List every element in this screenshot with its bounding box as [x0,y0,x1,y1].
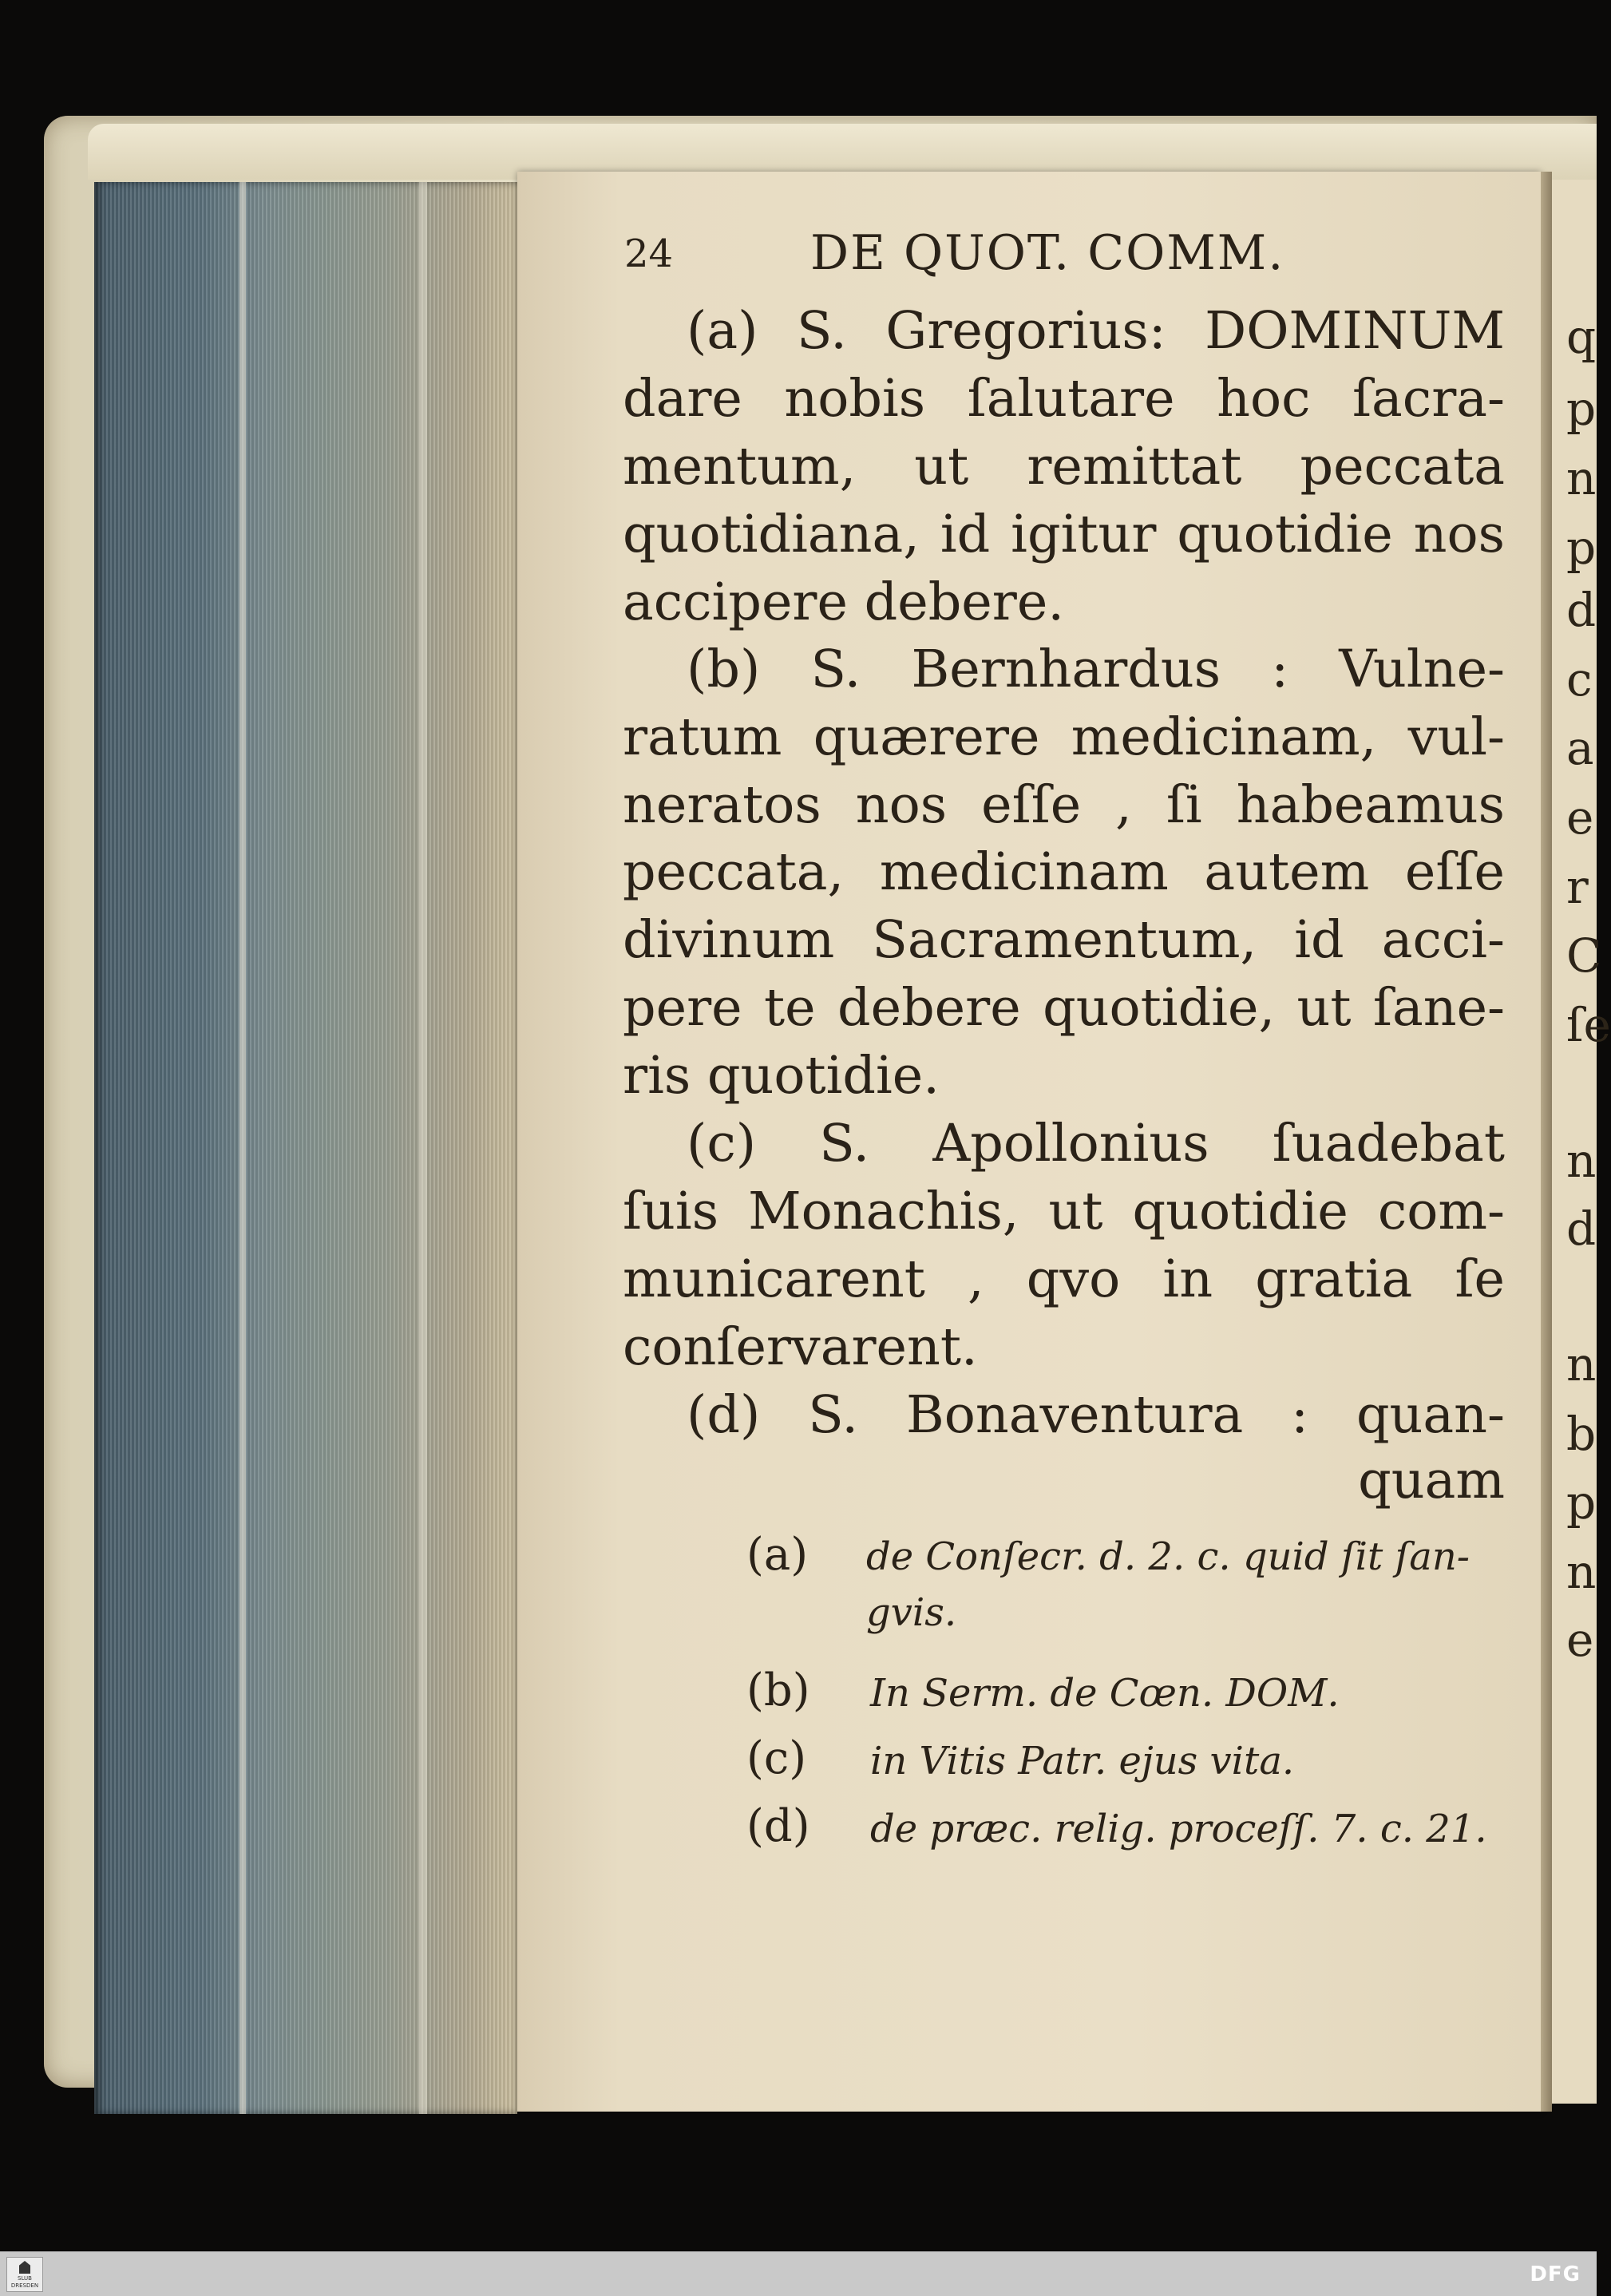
body-line: ſuis Monachis, ut quotidie com- [623,1182,1505,1241]
body-line: conſervarent. [623,1317,978,1377]
facing-letter: n [1566,451,1597,505]
body-line: ratum quærere medicinam, vul- [623,707,1505,767]
facing-letter: n [1566,1337,1597,1391]
facing-letter: e [1566,790,1594,845]
facing-letter: p [1566,521,1597,575]
book-gutter [1541,172,1552,2112]
facing-letter: d [1566,1201,1597,1256]
facing-page-strip [1552,180,1611,2104]
body-line: divinum Sacramentum, id acci- [623,910,1505,970]
footnote-tag: (c) [746,1732,807,1784]
body-line: ris quotidie. [623,1046,940,1106]
facing-letter: C [1566,928,1602,983]
footnote-text: In Serm. de Cœn. DOM. [870,1671,1340,1716]
footnote-tag: (b) [746,1665,810,1716]
body-line: (d) S. Bonaventura : quan- [687,1385,1505,1445]
body-line: quotidiana, id igitur quotidie nos [623,505,1505,564]
body-line: (c) S. Apollonius ſuadebat [687,1114,1505,1174]
body-line: neratos nos eſſe , ſi habeamus [623,775,1505,835]
running-head: DE QUOT. COMM. [810,225,1285,281]
library-logo[interactable] [6,2257,43,2292]
footnote-tag: (d) [746,1800,810,1852]
body-line: municarent , qvo in gratia ſe [623,1249,1505,1309]
facing-letter: a [1566,721,1594,775]
library-logo-text: SLUB DRESDEN [10,2275,39,2289]
viewer-footer-bar [0,2251,1597,2296]
edge-gap [239,182,246,2114]
facing-letter: ſe [1566,998,1611,1052]
body-line: dare nobis ſalutare hoc ſacra- [623,369,1505,429]
facing-letter: p [1566,1475,1597,1530]
body-line: (a) S. Gregorius: DOMINUM [687,301,1505,361]
facing-letter: p [1566,382,1597,436]
body-line: peccata, medicinam autem eſſe [623,842,1505,902]
footnote-tag: (a) [746,1529,809,1581]
facing-letter: n [1566,1545,1597,1599]
footnote-text: in Vitis Patr. ejus vita. [870,1739,1295,1783]
edge-gap [419,182,427,2114]
facing-letter: c [1566,652,1593,707]
page-number: 24 [624,232,674,276]
footnote-text: de Conſecr. d. 2. c. quid ſit ſan- [866,1534,1470,1579]
facing-letter: d [1566,583,1597,637]
page-fore-edge [94,182,517,2114]
body-line: mentum, ut remittat peccata [623,437,1505,497]
catchword: quam [1358,1451,1505,1510]
facing-letter: q [1566,310,1597,364]
facing-letter: r [1566,860,1589,914]
footnote-text: de præc. relig. proceſſ. 7. c. 21. [870,1807,1487,1851]
footnote-text: gvis. [866,1590,957,1635]
facing-letter: b [1566,1407,1597,1461]
body-line: (b) S. Bernhardus : Vulne- [687,639,1505,699]
body-line: accipere debere. [623,572,1064,632]
library-logo-icon [19,2261,30,2274]
facing-letter: n [1566,1134,1597,1188]
body-line: pere te debere quotidie, ut ſane- [623,978,1505,1038]
facing-letter: e [1566,1613,1594,1667]
funder-logo[interactable]: DFG [1530,2262,1581,2286]
